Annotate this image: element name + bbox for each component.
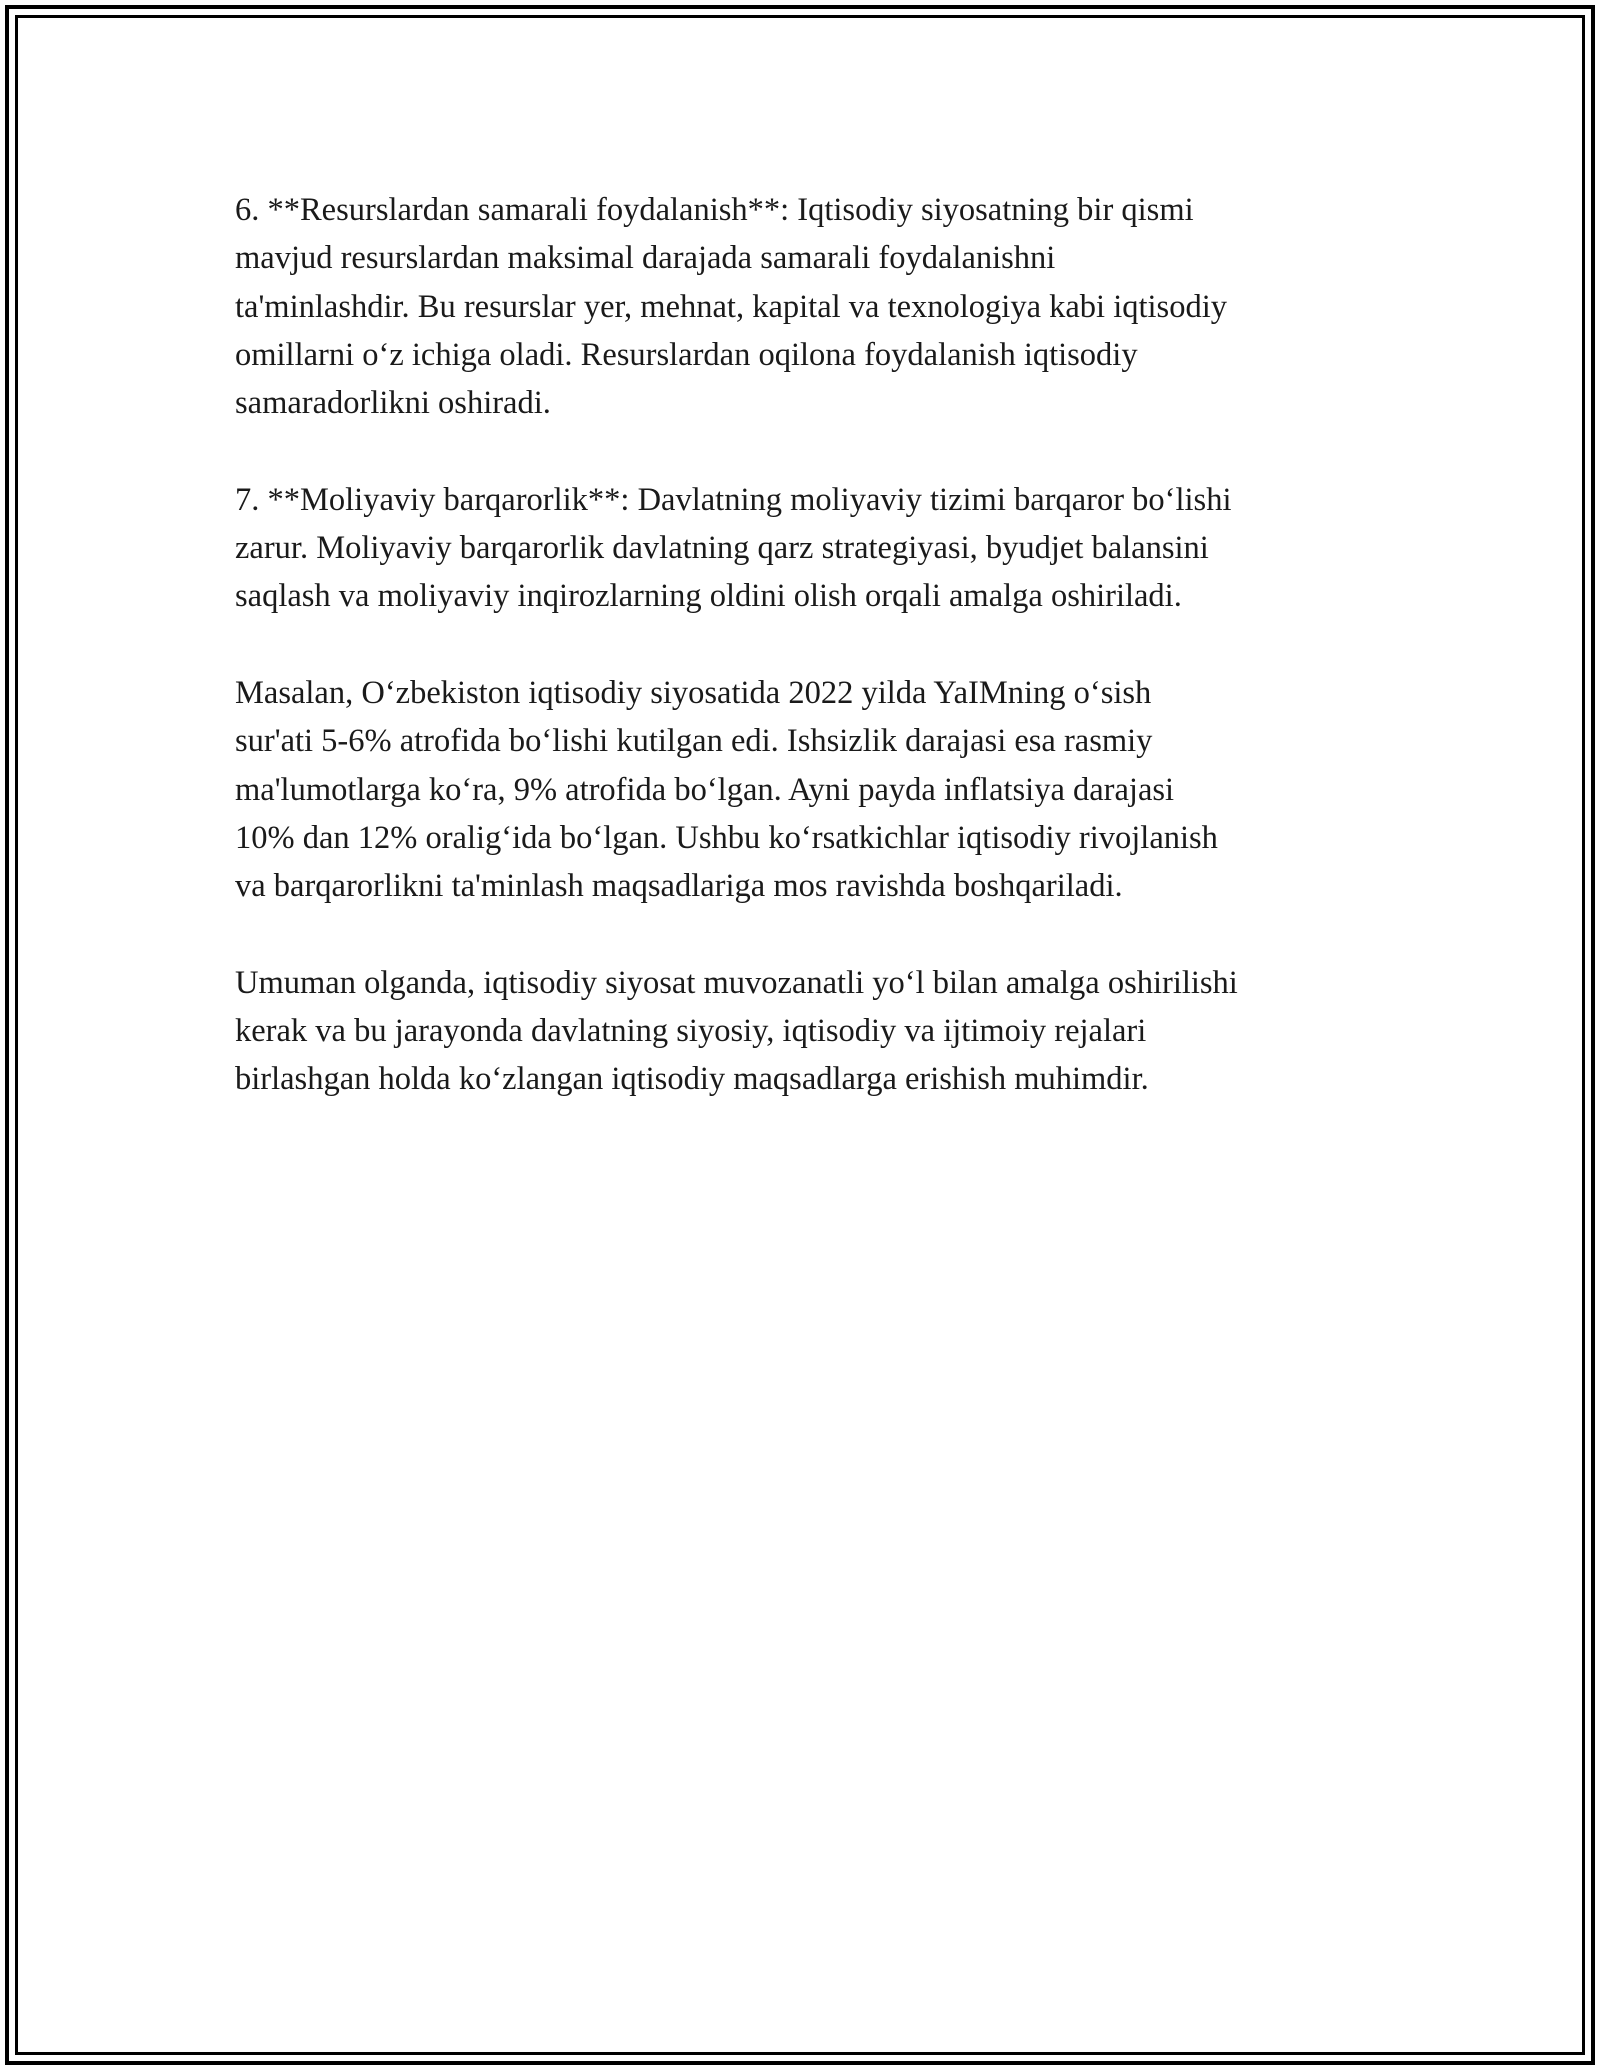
paragraph-conclusion [235,959,1375,1104]
text-line: mavjud resurslardan maksimal darajada samarali foydalanishni [235,240,1056,277]
paragraph-financial-stability [235,476,1375,621]
paragraph-example [235,669,1375,910]
text-line: 7. **Moliyaviy barqarorlik**: Davlatning moliyaviy tizimi barqaror bo‘lishi [235,481,1232,518]
text-line: 10% dan 12% oralig‘ida bo‘lgan. Ushbu ko‘rsatkichlar iqtisodiy rivojlanish [235,819,1218,856]
text-line: 6. **Resurslardan samarali foydalanish**: Iqtisodiy siyosatning bir qismi [235,192,1194,228]
text-line: saqlash va moliyaviy inqirozlarning oldini olish orqali amalga oshiriladi. [235,578,1182,615]
text-line: ta'minlashdir. Bu resurslar yer, mehnat, kapital va texnologiya kabi iqtisodiy [235,288,1227,325]
text-line: kerak va bu jarayonda davlatning siyosiy, iqtisodiy va ijtimoiy rejalari [235,1013,1147,1050]
text-line: birlashgan holda ko‘zlangan iqtisodiy maqsadlarga erishish muhimdir. [235,1061,1149,1098]
text-line: zarur. Moliyaviy barqarorlik davlatning qarz strategiyasi, byudjet balansini [235,530,1209,567]
document-body [235,186,1375,1152]
text-line: Umuman olganda, iqtisodiy siyosat muvozanatli yo‘l bilan amalga oshirilishi [235,964,1238,1001]
text-line: sur'ati 5-6% atrofida bo‘lishi kutilgan edi. Ishsizlik darajasi esa rasmiy [235,723,1153,760]
text-line: omillarni o‘z ichiga oladi. Resurslardan oqilona foydalanish iqtisodiy [235,336,1138,373]
text-line: Masalan, O‘zbekiston iqtisodiy siyosatida 2022 yilda YaIMning o‘sish [235,674,1152,711]
text-line: ma'lumotlarga ko‘ra, 9% atrofida bo‘lgan. Ayni payda inflatsiya darajasi [235,771,1175,808]
text-line: samaradorlikni oshiradi. [235,385,551,422]
paragraph-resources [235,186,1375,427]
text-line: va barqarorlikni ta'minlash maqsadlariga mos ravishda boshqariladi. [235,868,1123,905]
